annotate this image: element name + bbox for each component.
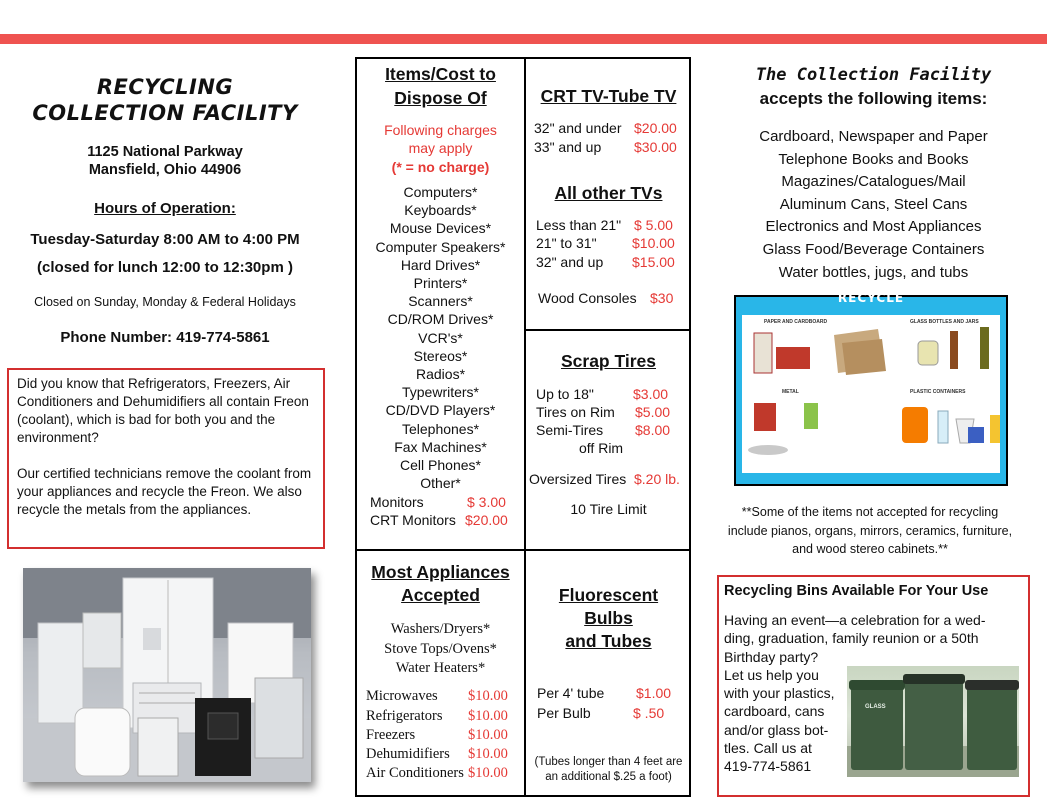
free-appliances-list xyxy=(357,620,524,679)
appliance-price: $10.00 xyxy=(468,765,508,781)
other-tvs-row1-label: Less than 21" xyxy=(536,217,622,233)
charges-note-line3: (* = no charge) xyxy=(391,159,490,175)
appliances-heading-line1: Most Appliances xyxy=(371,562,510,582)
appliances-photo-art xyxy=(23,568,311,782)
recycle-banner: RECYCLE xyxy=(837,291,905,305)
fluorescent-row1-label: Per 4' tube xyxy=(537,685,605,701)
hours-line1: Tuesday-Saturday 8:00 AM to 4:00 PM xyxy=(30,231,300,248)
list-item: Cell Phones* xyxy=(400,457,481,474)
recycling-bins-photo xyxy=(847,666,1019,777)
charges-note-line2: may apply xyxy=(408,140,473,156)
bins-text-help: Let us help you with your plastics, cardboard, cans and/or glass bot-tles. Call us at 419-774-5861 xyxy=(724,666,835,775)
recycling-bins-art xyxy=(847,666,1019,777)
tires-row2-label: Tires on Rim xyxy=(536,404,615,420)
tires-row3-label: Semi-Tires xyxy=(536,422,604,438)
divider-appliances xyxy=(357,549,691,551)
list-item: Glass Food/Beverage Containers xyxy=(762,240,985,258)
bin-label-glass: GLASS xyxy=(865,704,886,710)
crt-monitors-price: $20.00 xyxy=(465,512,508,528)
fluorescent-row2-label: Per Bulb xyxy=(537,705,591,721)
appliance-label: Microwaves xyxy=(366,688,438,704)
address-line1: 1125 National Parkway xyxy=(87,144,243,160)
appliances-heading-line2: Accepted xyxy=(401,585,480,605)
list-item: Telephones* xyxy=(401,420,480,437)
accepted-items-list xyxy=(700,126,1047,284)
scrap-tires-heading: Scrap Tires xyxy=(560,351,656,371)
freon-info-box xyxy=(7,368,325,549)
list-item: CD/ROM Drives* xyxy=(387,311,494,328)
list-item: Electronics and Most Appliances xyxy=(765,218,982,236)
recyclables-art xyxy=(742,315,1004,473)
tires-row1-price: $3.00 xyxy=(633,386,669,402)
recycle-poster-panel xyxy=(742,315,1000,473)
recycling-bins-box xyxy=(717,575,1030,797)
crt-tv-row1-label: 32" and under xyxy=(534,120,622,136)
tire-limit: 10 Tire Limit xyxy=(570,501,647,517)
fluorescent-row1-price: $1.00 xyxy=(636,685,672,701)
appliance-price: $10.00 xyxy=(468,708,508,724)
tires-row3-price: $8.00 xyxy=(635,422,671,438)
appliance-label: Refrigerators xyxy=(366,708,443,724)
list-item: Computer Speakers* xyxy=(375,238,506,255)
oversized-tires-price: $.20 lb. xyxy=(634,471,680,487)
tires-row2-price: $5.00 xyxy=(635,404,671,420)
crt-monitors-label: CRT Monitors xyxy=(370,512,456,528)
poster-label-metal: METAL xyxy=(782,389,799,395)
tires-row1-label: Up to 18" xyxy=(536,386,594,402)
fluorescent-heading-line2: Bulbs xyxy=(584,608,633,628)
appliances-photo xyxy=(23,568,311,782)
list-item: Computers* xyxy=(403,184,478,200)
fluorescent-heading-line3: and Tubes xyxy=(565,631,652,651)
items-heading-line2: Dispose Of xyxy=(394,88,487,108)
bins-text-event: Having an event—a celebration for a wed-ding, graduation, family reunion or a 50th Birthday party? xyxy=(724,612,986,665)
list-item: Stereos* xyxy=(413,347,468,364)
hours-heading: Hours of Operation: xyxy=(94,200,236,217)
list-item: Stove Tops/Ovens* xyxy=(384,640,497,657)
crt-tv-heading: CRT TV-Tube TV xyxy=(540,86,677,106)
other-tvs-row2-label: 21" to 31" xyxy=(536,235,597,251)
list-item: Fax Machines* xyxy=(394,438,487,455)
monitors-price: $ 3.00 xyxy=(467,494,506,510)
accepts-items-title: accepts the following items: xyxy=(759,89,988,108)
poster-label-paper: PAPER AND CARDBOARD xyxy=(764,319,828,325)
address-line2: Mansfield, Ohio 44906 xyxy=(88,162,242,178)
appliance-label: Freezers xyxy=(366,727,416,743)
crt-tv-row2-price: $30.00 xyxy=(634,139,677,155)
free-items-list xyxy=(357,183,524,492)
list-item: Telephone Books and Books xyxy=(778,150,969,168)
appliance-price: $10.00 xyxy=(468,727,508,743)
table-vertical-divider xyxy=(524,59,526,795)
list-item: VCR's* xyxy=(418,329,463,346)
other-tvs-row3-label: 32" and up xyxy=(536,254,604,270)
phone-number: Phone Number: 419-774-5861 xyxy=(60,329,270,346)
crt-tv-row1-price: $20.00 xyxy=(634,120,677,136)
crt-tv-row2-label: 33" and up xyxy=(534,139,602,155)
monitors-label: Monitors xyxy=(370,494,424,510)
other-tvs-row3-price: $15.00 xyxy=(632,254,675,270)
tubes-note-line2: an additional $.25 a foot) xyxy=(545,771,672,783)
poster-label-glass: GLASS BOTTLES AND JARS xyxy=(910,319,979,325)
pricing-table xyxy=(355,57,691,797)
list-item: CD/DVD Players* xyxy=(385,402,496,419)
closed-note: Closed on Sunday, Monday & Federal Holidays xyxy=(34,295,296,309)
fluorescent-row2-price: $ .50 xyxy=(633,705,665,721)
facility-title-line2: COLLECTION FACILITY xyxy=(32,101,298,125)
freon-paragraph-1: Did you know that Refrigerators, Freezers, Air Conditioners and Dehumidifiers all contain Freon (coolant), which is bad for both you and the environment? xyxy=(17,376,309,445)
collection-facility-title: The Collection Facility xyxy=(755,65,992,85)
list-item: Radios* xyxy=(415,366,466,383)
fluorescent-heading-line1: Fluorescent xyxy=(558,585,659,605)
tires-row3-label2: off Rim xyxy=(579,440,624,456)
divider-tvs-tires xyxy=(526,329,691,331)
other-tvs-heading: All other TVs xyxy=(554,183,663,203)
list-item: Printers* xyxy=(413,275,468,292)
wood-consoles-label: Wood Consoles xyxy=(538,290,637,306)
tubes-note-line1: (Tubes longer than 4 feet are xyxy=(534,756,683,768)
appliance-price: $10.00 xyxy=(468,688,508,704)
not-accepted-note: **Some of the items not accepted for recycling include pianos, organs, mirrors, ceramics, furniture, and wood stereo cabinets.** xyxy=(727,505,1013,556)
list-item: Other* xyxy=(420,475,461,492)
poster-label-plastic: PLASTIC CONTAINERS xyxy=(910,389,966,395)
top-accent-bar xyxy=(0,34,1047,44)
list-item: Water Heaters* xyxy=(395,660,486,676)
list-item: Typewriters* xyxy=(401,384,480,401)
recycle-poster xyxy=(734,291,1008,486)
list-item: Washers/Dryers* xyxy=(390,621,491,637)
list-item: Keyboards* xyxy=(404,202,477,219)
appliance-price: $10.00 xyxy=(468,746,508,762)
list-item: Magazines/Catalogues/Mail xyxy=(781,173,966,191)
other-tvs-row2-price: $10.00 xyxy=(632,235,675,251)
list-item: Aluminum Cans, Steel Cans xyxy=(779,195,968,213)
list-item: Scanners* xyxy=(408,293,473,310)
items-heading-line1: Items/Cost to xyxy=(385,64,496,84)
hours-line2: (closed for lunch 12:00 to 12:30pm ) xyxy=(37,259,293,276)
appliance-label: Dehumidifiers xyxy=(366,746,450,762)
freon-paragraph-2: Our certified technicians remove the coolant from your appliances and recycle the Freon. We also recycle the metals from the appliances. xyxy=(17,466,312,517)
list-item: Mouse Devices* xyxy=(389,220,492,237)
list-item: Water bottles, jugs, and tubs xyxy=(778,263,969,281)
bins-heading: Recycling Bins Available For Your Use xyxy=(724,583,989,599)
oversized-tires-label: Oversized Tires xyxy=(529,471,627,487)
charges-note-line1: Following charges xyxy=(384,122,497,138)
facility-title-line1: RECYCLING xyxy=(96,75,234,99)
list-item: Hard Drives* xyxy=(400,256,481,273)
wood-consoles-price: $30 xyxy=(650,290,674,306)
other-tvs-row1-price: $ 5.00 xyxy=(634,217,673,233)
appliance-label: Air Conditioners xyxy=(366,765,464,781)
list-item: Cardboard, Newspaper and Paper xyxy=(759,128,988,145)
